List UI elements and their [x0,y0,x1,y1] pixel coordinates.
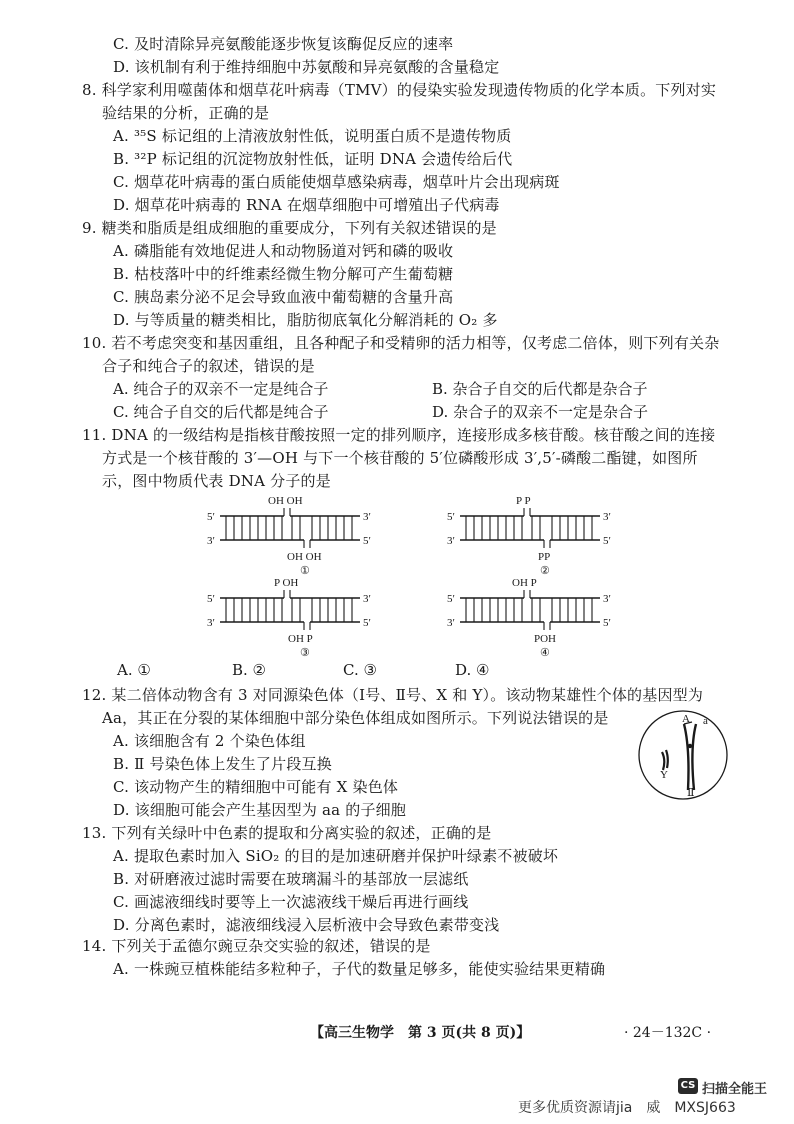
label-5-prime: 5′ [603,535,611,547]
dna-structure-diagram [200,488,620,658]
label-3-prime: 3′ [207,535,215,547]
label-3-prime: 3′ [207,617,215,629]
label-3-prime: 3′ [363,511,371,523]
q12-option-c: C. 该动物产生的精细胞中可能有 X 染色体 [113,778,399,796]
diagram-1-number: ① [300,565,310,577]
label-5-prime: 5′ [603,617,611,629]
q8-option-b: B. ³²P 标记组的沉淀物放射性低，证明 DNA 会遗传给后代 [113,150,513,168]
diagram-2-top-label: P P [516,495,531,507]
diagram-3-top-label: P OH [274,577,299,589]
label-3-prime: 3′ [603,511,611,523]
q10-stem: 10. 若不考虑突变和基因重组，且各种配子和受精卵的活力相等，仅考虑二倍体，则下列有关杂 [82,334,720,352]
label-5-prime: 5′ [207,593,215,605]
label-5-prime: 5′ [447,511,455,523]
diagram-1-bottom-label: OH OH [287,551,322,563]
q9-option-d: D. 与等质量的糖类相比，脂肪彻底氧化分解消耗的 O₂ 多 [113,311,498,329]
q7-option-c: C. 及时清除异亮氨酸能逐步恢复该酶促反应的速率 [113,35,454,53]
q10-option-b: B. 杂合子自交的后代都是杂合子 [432,380,648,398]
q11-option-c: C. ③ [343,661,377,679]
q11-option-d: D. ④ [455,661,490,679]
q12-option-a: A. 该细胞含有 2 个染色体组 [113,732,306,750]
label-5-prime: 5′ [447,593,455,605]
q7-option-d: D. 该机制有利于维持细胞中苏氨酸和异亮氨酸的含量稳定 [113,58,500,76]
chromosome-cell-diagram [636,708,730,802]
gene-label-a-upper: A [682,713,690,725]
chromosome-ii [684,724,689,790]
q14-option-a: A. 一株豌豆植株能结多粒种子，子代的数量足够多，能使实验结果更精确 [113,960,606,978]
q13-option-a: A. 提取色素时加入 SiO₂ 的目的是加速研磨并保护叶绿素不被破坏 [113,847,559,865]
q11-stem: 11. DNA 的一级结构是指核苷酸按照一定的排列顺序，连接形成多核苷酸。核苷酸之间的连接 [82,426,716,444]
q12-stem: 12. 某二倍体动物含有 3 对同源染色体（Ⅰ号、Ⅱ号、X 和 Y）。该动物某雄性个体的基因型为 [82,686,704,704]
q11-stem-cont: 方式是一个核苷酸的 3′—OH 与下一个核苷酸的 5′位磷酸形成 3′,5′-磷酸二酯键，如图所 [102,449,698,467]
diagram-3-bottom-label: OH P [288,633,313,645]
q8-stem-cont: 验结果的分析，正确的是 [102,104,270,122]
q8-option-a: A. ³⁵S 标记组的上清液放射性低，说明蛋白质不是遗传物质 [113,127,512,145]
q10-option-c: C. 纯合子自交的后代都是纯合子 [113,403,329,421]
label-3-prime: 3′ [447,535,455,547]
page-footer: 【高三生物学 第 3 页(共 8 页)】 [310,1025,531,1041]
label-ii: Ⅱ [687,787,695,799]
camscanner-logo: CS [678,1078,698,1094]
q13-option-b: B. 对研磨液过滤时需要在玻璃漏斗的基部放一层滤纸 [113,870,469,888]
dna-diagram-1 [207,495,371,577]
q9-option-a: A. 磷脂能有效地促进人和动物肠道对钙和磷的吸收 [113,242,454,260]
dna-diagram-4 [447,577,611,658]
q12-option-b: B. Ⅱ 号染色体上发生了片段互换 [113,755,332,773]
diagram-4-number: ④ [540,647,550,658]
q11-option-a: A. ① [117,661,151,679]
label-5-prime: 5′ [207,511,215,523]
q9-stem: 9. 糖类和脂质是组成细胞的重要成分，下列有关叙述错误的是 [82,219,497,237]
camscanner-app-name: 扫描全能王 [702,1082,768,1097]
q9-option-c: C. 胰岛素分泌不足会导致血液中葡萄糖的含量升高 [113,288,454,306]
q9-option-b: B. 枯枝落叶中的纤维素经微生物分解可产生葡萄糖 [113,265,454,283]
q10-option-d: D. 杂合子的双亲不一定是杂合子 [432,403,649,421]
q10-option-a: A. 纯合子的双亲不一定是纯合子 [113,380,329,398]
diagram-2-bottom-label: PP [538,551,551,563]
label-5-prime: 5′ [363,535,371,547]
gene-label-a-lower: a [703,715,708,727]
label-3-prime: 3′ [447,617,455,629]
q13-option-d: D. 分离色素时，滤液细线浸入层析液中会导致色素带变浅 [113,916,500,934]
q8-stem: 8. 科学家利用噬菌体和烟草花叶病毒（TMV）的侵染实验发现遗传物质的化学本质。下列对实 [82,81,717,99]
q12-stem-cont: Aa，其正在分裂的某体细胞中部分染色体组成如图所示。下列说法错误的是 [102,709,609,727]
label-5-prime: 5′ [363,617,371,629]
label-y: Y [660,769,668,781]
diagram-4-bottom-label: POH [534,633,557,645]
q8-option-c: C. 烟草花叶病毒的蛋白质能使烟草感染病毒，烟草叶片会出现病斑 [113,173,560,191]
q14-stem: 14. 下列关于孟德尔豌豆杂交实验的叙述，错误的是 [82,937,431,955]
label-3-prime: 3′ [603,593,611,605]
diagram-2-number: ② [540,565,550,577]
q11-option-b: B. ② [232,661,267,679]
q10-stem-cont: 合子和纯合子的叙述，错误的是 [102,357,315,375]
q11-stem-cont2: 示，图中物质代表 DNA 分子的是 [102,472,331,490]
diagram-4-top-label: OH P [512,577,537,589]
y-chromosome [662,752,664,770]
exam-code: · 24－132C · [624,1025,712,1041]
label-3-prime: 3′ [363,593,371,605]
q8-option-d: D. 烟草花叶病毒的 RNA 在烟草细胞中可增殖出子代病毒 [113,196,500,214]
q13-stem: 13. 下列有关绿叶中色素的提取和分离实验的叙述，正确的是 [82,824,492,842]
diagram-1-top-label: OH OH [268,495,303,507]
resource-watermark: 更多优质资源请jia 威 MXSJ663 [518,1100,736,1116]
q13-option-c: C. 画滤液细线时要等上一次滤液线干燥后再进行画线 [113,893,469,911]
q12-option-d: D. 该细胞可能会产生基因型为 aa 的子细胞 [113,801,407,819]
diagram-3-number: ③ [300,647,310,658]
dna-diagram-2 [447,495,611,577]
dna-diagram-3 [207,577,371,658]
